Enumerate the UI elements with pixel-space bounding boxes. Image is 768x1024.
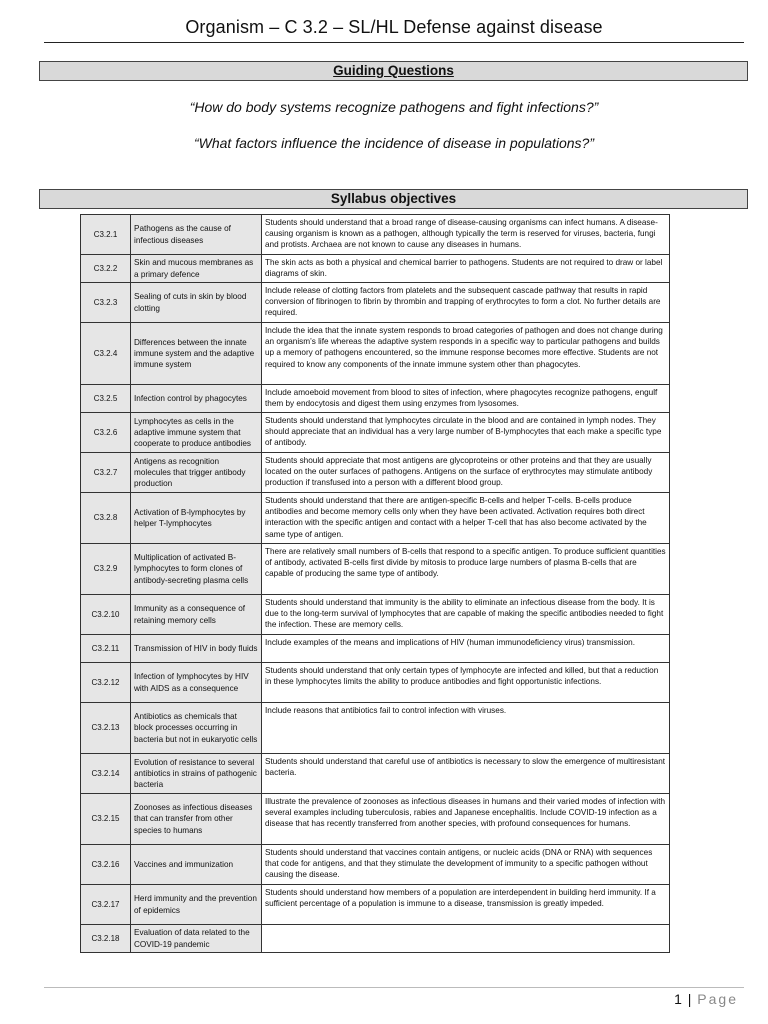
objective-code: C3.2.6 [81,413,131,453]
objective-topic: Lymphocytes as cells in the adaptive immune system that cooperate to produce antibodies [131,413,262,453]
table-row [81,635,670,663]
table-row [81,215,670,255]
title-divider [44,42,744,43]
objective-code: C3.2.4 [81,323,131,385]
objective-description: Include amoeboid movement from blood to sites of infection, where phagocytes recognize pathogens, engulf them by endocytosis and digest them using enzymes from lysosomes. [262,385,670,413]
objective-code: C3.2.8 [81,493,131,544]
objective-topic: Activation of B-lymphocytes by helper T-lymphocytes [131,493,262,544]
table-row [81,663,670,703]
guiding-questions-heading [39,61,748,81]
objective-code: C3.2.3 [81,283,131,323]
document-title: Organism – C 3.2 – SL/HL Defense against disease [185,17,603,37]
objective-topic: Evaluation of data related to the COVID-19 pandemic [131,925,262,953]
table-row [81,323,670,385]
syllabus-objectives-table [80,214,670,953]
objective-code: C3.2.5 [81,385,131,413]
footer-divider [44,987,744,988]
table-row [81,493,670,544]
objective-code: C3.2.18 [81,925,131,953]
objective-description: Students should understand that immunity is the ability to eliminate an infectious disease from the body. It is due to the long-term survival of lymphocytes that are capable of making the specific antibodies needed to fight the infection. These are memory cells. [262,595,670,635]
objective-code: C3.2.15 [81,794,131,845]
objective-topic: Herd immunity and the prevention of epidemics [131,885,262,925]
objective-description: Students should appreciate that most antigens are glycoproteins or other proteins and that they are usually located on the outer surfaces of pathogens. Antigens on the surface of erythrocytes may stimulate antibody production if transfused into a person with a different blood group. [262,453,670,493]
page-footer [674,991,738,1007]
table-row [81,794,670,845]
objective-description: Students should understand that vaccines contain antigens, or nucleic acids (DNA or RNA) with sequences that code for antigens, and that they stimulate the development of immunity to a specific pathogen without causing the disease. [262,845,670,885]
table-row [81,544,670,595]
objective-topic: Differences between the innate immune system and the adaptive immune system [131,323,262,385]
objective-topic: Antibiotics as chemicals that block processes occurring in bacteria but not in eukaryotic cells [131,703,262,754]
objective-topic: Evolution of resistance to several antibiotics in strains of pathogenic bacteria [131,754,262,794]
objective-code: C3.2.1 [81,215,131,255]
objective-description: Students should understand how members of a population are interdependent in building herd immunity. If a sufficient percentage of a population is immune to a disease, transmission is greatly impeded. [262,885,670,925]
syllabus-objectives-heading [39,189,748,209]
table-row [81,845,670,885]
objective-topic: Immunity as a consequence of retaining memory cells [131,595,262,635]
guiding-questions-label: Guiding Questions [333,63,454,78]
table-row [81,255,670,283]
objective-topic: Infection control by phagocytes [131,385,262,413]
objective-description: Students should understand that a broad range of disease-causing organisms can infect humans. A disease-causing organism is known as a pathogen, although typically the term is reserved for viruses, bacteria, fungi and protists. Archaea are not known to cause any diseases in humans. [262,215,670,255]
table-row [81,885,670,925]
objective-description: Students should understand that lymphocytes circulate in the blood and are contained in lymph nodes. They should appreciate that an individual has a very large number of B-lymphocytes that each make a specific type of antibody. [262,413,670,453]
objective-code: C3.2.14 [81,754,131,794]
table-row [81,925,670,953]
objective-code: C3.2.11 [81,635,131,663]
objective-description: Include examples of the means and implications of HIV (human immunodeficiency virus) transmission. [262,635,670,663]
objective-topic: Skin and mucous membranes as a primary defence [131,255,262,283]
objective-code: C3.2.2 [81,255,131,283]
objective-topic: Sealing of cuts in skin by blood clotting [131,283,262,323]
guiding-question-2: “What factors influence the incidence of disease in populations?” [193,135,594,151]
objective-description: The skin acts as both a physical and chemical barrier to pathogens. Students are not required to draw or label diagrams of skin. [262,255,670,283]
objective-topic: Antigens as recognition molecules that trigger antibody production [131,453,262,493]
objective-description: Students should understand that careful use of antibiotics is necessary to slow the emergence of multiresistant bacteria. [262,754,670,794]
table-row [81,385,670,413]
objective-description: Include the idea that the innate system responds to broad categories of pathogen and does not change during an organism’s life whereas the adaptive system responds in a specific way to particular pathogens and builds up a memory of pathogens encountered, so the immune response becomes more effective. Students are not required to know any components of the innate immune system other than phagocytes. [262,323,670,385]
objective-code: C3.2.13 [81,703,131,754]
page-number: 1 [674,991,682,1007]
objective-topic: Vaccines and immunization [131,845,262,885]
page-label: Page [697,991,738,1007]
table-row [81,453,670,493]
objective-description: Students should understand that there are antigen-specific B-cells and helper T-cells. B-cells produce antibodies and become memory cells only when they have been activated. Activation requires both direct interaction with the specific antigen and contact with a helper T-cell that has also become activated by the same type of antigen. [262,493,670,544]
objective-topic: Transmission of HIV in body fluids [131,635,262,663]
objective-code: C3.2.9 [81,544,131,595]
objective-description: Include reasons that antibiotics fail to control infection with viruses. [262,703,670,754]
objective-topic: Pathogens as the cause of infectious diseases [131,215,262,255]
table-row [81,283,670,323]
table-row [81,754,670,794]
objective-topic: Multiplication of activated B-lymphocytes to form clones of antibody-secreting plasma cells [131,544,262,595]
syllabus-objectives-label: Syllabus objectives [330,191,457,206]
objective-topic: Infection of lymphocytes by HIV with AIDS as a consequence [131,663,262,703]
objective-description [262,925,670,953]
table-row [81,413,670,453]
page-separator: | [687,991,692,1007]
objective-topic: Zoonoses as infectious diseases that can transfer from other species to humans [131,794,262,845]
objective-code: C3.2.12 [81,663,131,703]
objective-description: Illustrate the prevalence of zoonoses as infectious diseases in humans and their varied modes of infection with several examples including tuberculosis, rabies and Japanese encephalitis. Include COVID-19 infection as a disease that has recently transferred from another species, with profound consequences for humans. [262,794,670,845]
table-row [81,595,670,635]
objective-code: C3.2.10 [81,595,131,635]
objective-code: C3.2.7 [81,453,131,493]
objective-code: C3.2.17 [81,885,131,925]
objective-description: Include release of clotting factors from platelets and the subsequent cascade pathway that results in rapid conversion of fibrinogen to fibrin by thrombin and trapping of erythrocytes to form a clot. No further details are required. [262,283,670,323]
objective-description: There are relatively small numbers of B-cells that respond to a specific antigen. To produce sufficient quantities of antibody, activated B-cells first divide by mitosis to produce large numbers of plasma B-cells that are capable of producing the same type of antibody. [262,544,670,595]
objective-code: C3.2.16 [81,845,131,885]
table-row [81,703,670,754]
objective-description: Students should understand that only certain types of lymphocyte are infected and killed, but that a reduction in these lymphocytes limits the ability to produce antibodies and fight opportunistic infections. [262,663,670,703]
guiding-question-1: “How do body systems recognize pathogens and fight infections?” [189,99,599,115]
